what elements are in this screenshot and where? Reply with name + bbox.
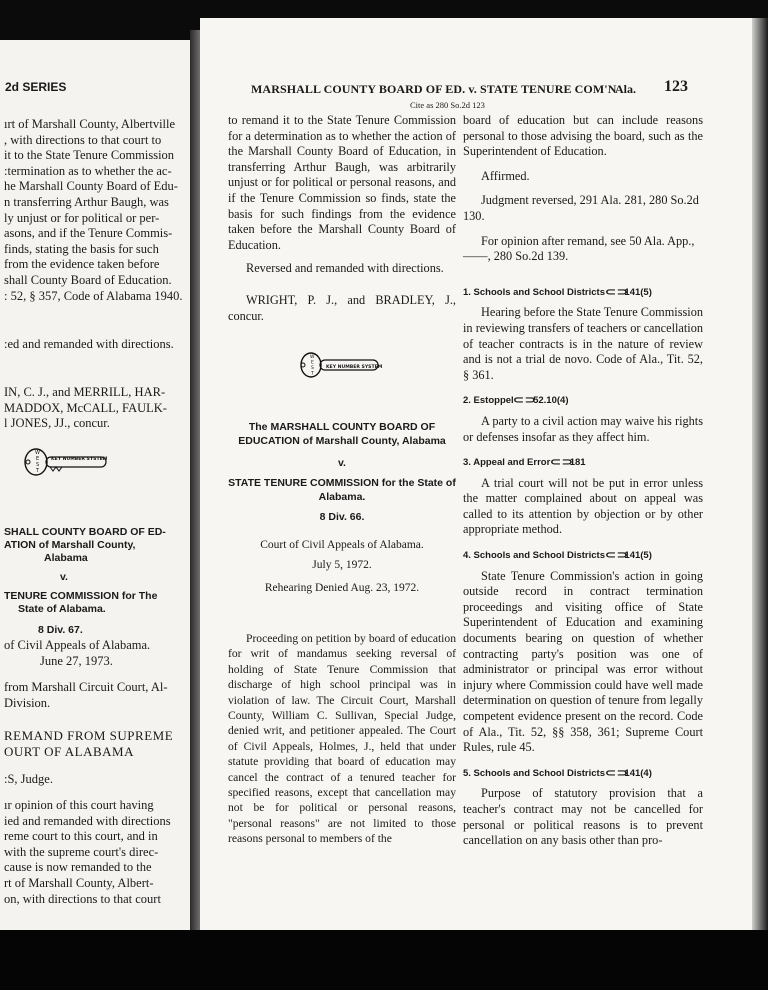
svg-text:E: E <box>36 456 40 462</box>
docket-number: 8 Div. 66. <box>319 511 365 524</box>
text-line: :termination as to whether the ac- <box>4 163 172 178</box>
headnote <box>463 285 703 384</box>
party-two: STATE TENURE COMMISSION for the State of Alabama. <box>228 477 456 504</box>
text-line: reme court to this court, and in <box>4 829 158 844</box>
headnote-title: 2. Estoppel <box>463 395 514 407</box>
case-line: State of Alabama. <box>18 603 106 615</box>
left-remand-heading <box>4 728 173 760</box>
text-line: cause is now remanded to the <box>4 860 152 875</box>
headnote-text: State Tenure Commission's action in going outside record in contract termination proceedings and visiting office of State Superintendent of Education and examining documents bearing on question of whether contracting party's position was one of administrator or principal was error without injury where Commission could have well made determination on question of tenure from legally competent evidence present on the record. Code of Ala., Tit. 52, §§ 358, 361; Supreme Court Rules, rule 45. <box>463 568 703 755</box>
headnote-title: 3. Appeal and Error <box>463 457 551 469</box>
page-number: 123 <box>664 78 688 95</box>
running-head: MARSHALL COUNTY BOARD OF ED. v. STATE TENURE COM'N <box>251 82 617 96</box>
headnote-text: Purpose of statutory provision that a teacher's contract may not be cancelled for personal or political reasons is to prevent cancellation on any basis other than pro- <box>463 786 703 848</box>
key-number-logo <box>22 445 110 484</box>
svg-text:T: T <box>36 468 40 474</box>
case-line: ATION of Marshall County, <box>4 539 136 551</box>
disposition: Reversed and remanded with directions. <box>246 261 444 276</box>
concur-line: WRIGHT, P. J., and BRADLEY, J., concur. <box>228 292 456 323</box>
headnote <box>463 393 703 445</box>
key-symbol-icon: ⊂⊃ <box>604 767 628 779</box>
left-disposition: :ed and remanded with directions. <box>4 337 174 351</box>
svg-text:S: S <box>311 366 314 372</box>
left-body <box>4 117 190 304</box>
key-symbol-icon: ⊂⊃ <box>604 550 628 562</box>
text-line: l JONES, JJ., concur. <box>4 416 110 431</box>
left-court <box>4 638 190 669</box>
left-case-title <box>4 526 166 637</box>
headnote-title: 1. Schools and School Districts <box>463 286 606 298</box>
state-label: Ala. <box>615 82 636 96</box>
key-symbol-icon: ⊂⊃ <box>604 286 628 298</box>
right-page <box>200 18 753 940</box>
date-line: June 27, 1973. <box>40 653 113 668</box>
court-name: Court of Civil Appeals of Alabama. <box>260 539 424 552</box>
key-label: KEY NUMBER SYSTEM <box>326 365 383 371</box>
left-page <box>0 40 197 930</box>
scan-bottom-band <box>0 930 768 990</box>
headnote-text: A trial court will not be put in error unless the matter complained about on appeal was called to its attention by objection or by other appropriate method. <box>463 475 703 537</box>
headnote-text: A party to a civil action may waive his rights or defenses insofar as they affect him. <box>463 413 703 444</box>
text-line: OURT OF ALABAMA <box>4 744 134 759</box>
text-line: from Marshall Circuit Court, Al- <box>4 680 168 694</box>
text-line: IN, C. J., and MERRILL, HAR- <box>4 385 166 399</box>
headnote-key: 141(5) <box>624 286 652 298</box>
svg-text:E: E <box>311 360 314 366</box>
key-number-logo <box>298 350 456 380</box>
decision-date: July 5, 1972. <box>312 558 372 571</box>
text-line: on, with directions to that court <box>4 891 161 906</box>
left-concur <box>4 385 190 432</box>
remand-paragraph: to remand it to the State Tenure Commission for a determination as to whether the action of the Marshall County Board of Education, in transferring Arthur Baugh, was arbitrarily unjust or for political or personal reasons, and if the Tenure Commission so finds, state the basis for such findings from the evidence taken before the Marshall County Board of Education. <box>228 113 456 252</box>
page-edge-shadow <box>752 18 768 940</box>
party-one: The MARSHALL COUNTY BOARD OF EDUCATION of Marshall County, Alabama <box>238 421 446 448</box>
text-line: REMAND FROM SUPREME <box>4 728 174 743</box>
rehearing-date: Rehearing Denied Aug. 23, 1972. <box>264 582 420 595</box>
text-line: it to the State Tenure Commission <box>4 148 175 163</box>
headnote-key: 141(5) <box>624 550 652 562</box>
text-line: n transferring Arthur Baugh, was <box>4 194 169 209</box>
text-line: from the evidence taken before <box>4 257 160 272</box>
text-line: : 52, § 357, Code of Alabama 1940. <box>4 288 183 303</box>
key-label: KEY NUMBER SYSTEM <box>51 457 108 462</box>
text-line: shall County Board of Education. <box>4 272 172 287</box>
text-line: ly unjust or for political or per- <box>4 210 160 225</box>
case-line: v. <box>60 571 68 583</box>
case-title <box>228 420 456 524</box>
text-line: ır opinion of this court having <box>4 798 154 812</box>
headnote <box>463 548 703 756</box>
case-line: SHALL COUNTY BOARD OF ED- <box>4 526 166 538</box>
svg-text:T: T <box>311 371 314 377</box>
column-left <box>228 113 456 847</box>
court-line: of Civil Appeals of Alabama. <box>4 638 151 652</box>
case-line: 8 Div. 67. <box>38 624 83 636</box>
case-line: Alabama <box>44 552 88 564</box>
cite-line: Cite as 280 So.2d 123 <box>410 100 485 110</box>
headnote-key: 141(4) <box>624 767 652 779</box>
judgment-reversed: Judgment reversed, 291 Ala. 281, 280 So.2d 130. <box>463 193 699 223</box>
svg-text:W: W <box>310 355 315 361</box>
text-line: rt of Marshall County, Albert- <box>4 875 154 890</box>
syllabus: Proceeding on petition by board of education for writ of mandamus seeking reversal of holding of State Tenure Commission that discharge of high school principal was in violation of law. The Circuit Court, Marshall County, William C. Sullivan, Special Judge, denied writ, and petitioner appealed. The Court of Civil Appeals, Holmes, J., held that under statute providing that board of education may cancel the contract of a tenured teacher for specified reasons, except that cancellation may not be for political or personal reasons, "personal reasons" are not limited to those reasons personal to members of the <box>228 631 456 846</box>
text-line: MADDOX, McCALL, FAULK- <box>4 400 167 415</box>
continuation: board of education but can include reasons personal to those advising the board, such as the Superintendent of Education. <box>463 113 703 159</box>
svg-text:S: S <box>36 462 40 468</box>
headnote <box>463 766 703 849</box>
headnote <box>463 455 703 538</box>
headnote-key: 181 <box>569 457 586 469</box>
column-right <box>463 113 703 849</box>
key-symbol-icon: ⊂⊃ <box>512 395 537 407</box>
left-opinion <box>4 798 190 907</box>
left-running-head: 2d SERIES <box>5 80 67 94</box>
versus: v. <box>338 457 346 470</box>
left-from <box>4 680 190 711</box>
text-line: ırt of Marshall County, Albertville <box>4 117 176 131</box>
headnote-title: 5. Schools and School Districts <box>463 767 606 779</box>
headnote-text: Hearing before the State Tenure Commission in reviewing transfers of teachers or cancellation of teacher contracts is in the nature of review and is not a trial de novo. Code of Ala., Tit. 52, § 361. <box>463 305 703 382</box>
key-symbol-icon: ⊂⊃ <box>549 457 574 469</box>
key-icon <box>22 445 110 479</box>
headnote-title: 4. Schools and School Districts <box>463 550 606 562</box>
text-line: asons, and if the Tenure Commis- <box>4 226 173 241</box>
text-line: with the supreme court's direc- <box>4 844 159 859</box>
opinion-after-remand: For opinion after remand, see 50 Ala. App., ——, 280 So.2d 139. <box>463 233 695 264</box>
headnote-key: 52.10(4) <box>533 395 569 407</box>
text-line: Division. <box>4 695 51 710</box>
affirmed: Affirmed. <box>481 168 530 183</box>
svg-text:W: W <box>35 450 40 456</box>
text-line: finds, stating the basis for such <box>4 241 159 256</box>
left-judge: :S, Judge. <box>4 772 53 786</box>
case-line: TENURE COMMISSION for The <box>4 590 158 602</box>
text-line: he Marshall County Board of Edu- <box>4 179 178 194</box>
text-line: , with directions to that court to <box>4 132 162 147</box>
text-line: ied and remanded with directions <box>4 813 171 828</box>
